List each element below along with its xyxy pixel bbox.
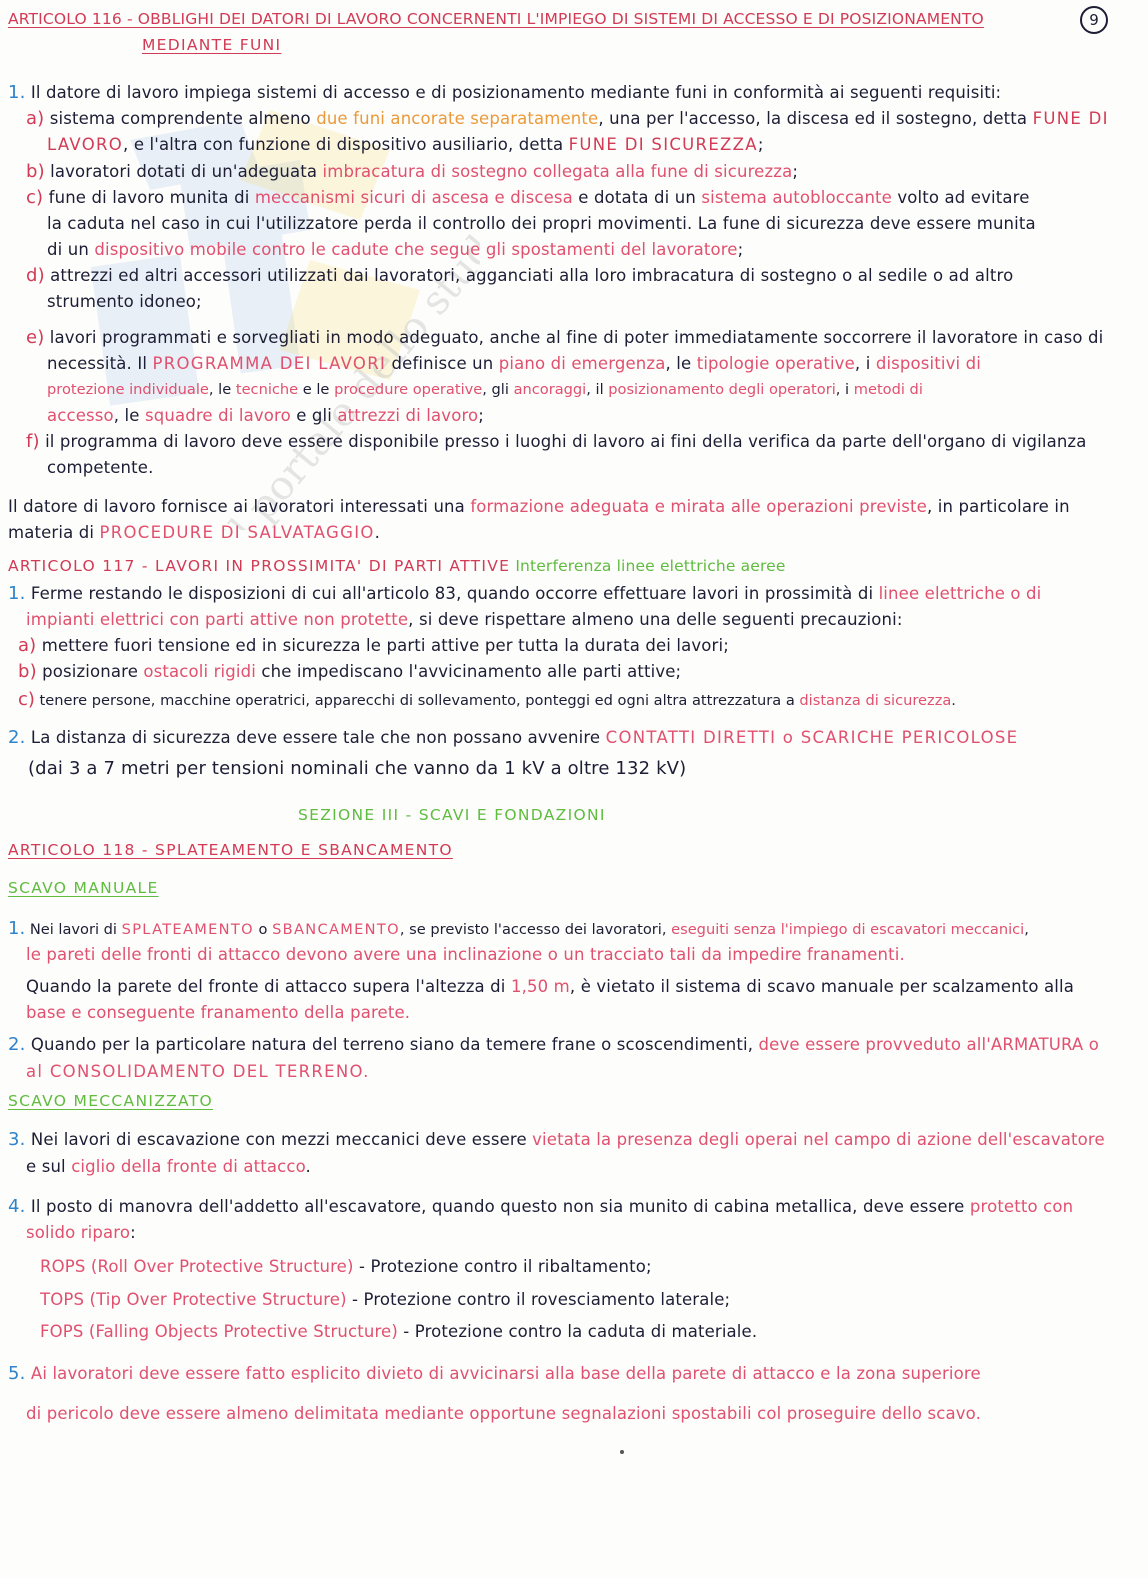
- page-number-circle: 9: [1080, 6, 1108, 34]
- tops-line: TOPS (Tip Over Protective Structure) - Protezione contro il rovesciamento laterale;: [40, 1290, 731, 1309]
- section-3-title: SEZIONE III - SCAVI E FONDAZIONI: [298, 806, 606, 824]
- art118-para-1-cont: le pareti delle fronti di attacco devono avere una inclinazione o un tracciato tali da impedire franamenti.: [26, 945, 905, 964]
- art117-para-2: 2. La distanza di sicurezza deve essere tale che non possano avvenire CONTATTI DIRETTI o SCARICHE PERICOLOSE: [8, 728, 1019, 748]
- art116-item-a-cont: LAVORO, e l'altra con funzione di dispositivo ausiliario, detta FUNE DI SICUREZZA;: [47, 135, 764, 154]
- art118-para-2: 2. Quando per la particolare natura del terreno siano da temere frane o scoscendimenti, deve essere provveduto all'ARMATURA o: [8, 1035, 1099, 1055]
- art118-para-3: 3. Nei lavori di escavazione con mezzi meccanici deve essere vietata la presenza degli operai nel campo di azione dell'escavatore: [8, 1130, 1105, 1150]
- art118-para-1: 1. Nei lavori di SPLATEAMENTO o SBANCAMENTO, se previsto l'accesso dei lavoratori, eseguiti senza l'impiego di escavatori meccanici,: [8, 919, 1029, 939]
- art116-item-c-cont-1: la caduta nel caso in cui l'utilizzatore perda il controllo dei propri movimenti. La fune di sicurezza deve essere munita: [47, 214, 1036, 233]
- art116-training-cont: materia di PROCEDURE DI SALVATAGGIO.: [8, 523, 381, 542]
- art116-item-b: b) lavoratori dotati di un'adeguata imbracatura di sostegno collegata alla fune di sicurezza;: [26, 162, 799, 182]
- art116-item-c: c) fune di lavoro munita di meccanismi sicuri di ascesa e discesa e dotata di un sistema autobloccante volto ad evitare: [26, 188, 1030, 208]
- article-118-title: ARTICOLO 118 - SPLATEAMENTO E SBANCAMENTO: [8, 841, 453, 859]
- art116-item-e-cont-2: protezione individuale, le tecniche e le procedure operative, gli ancoraggi, il posizionamento degli operatori, i metodi di: [47, 381, 923, 398]
- art116-item-f-cont: competente.: [47, 458, 154, 477]
- art118-para-4: 4. Il posto di manovra dell'addetto all'escavatore, quando questo non sia munito di cabina metallica, deve essere protetto con: [8, 1197, 1074, 1217]
- article-117-title: ARTICOLO 117 - LAVORI IN PROSSIMITA' DI PARTI ATTIVE Interferenza linee elettriche aeree: [8, 557, 786, 575]
- art117-para-2-cont: (dai 3 a 7 metri per tensioni nominali che vanno da 1 kV a oltre 132 kV): [28, 759, 687, 779]
- art118-para-1-note: Quando la parete del fronte di attacco supera l'altezza di 1,50 m, è vietato il sistema di scavo manuale per scalzamento alla: [26, 977, 1074, 996]
- art116-para-1: 1. Il datore di lavoro impiega sistemi di accesso e di posizionamento mediante funi in conformità ai seguenti requisiti:: [8, 83, 1002, 103]
- art118-para-4-cont: solido riparo:: [26, 1223, 136, 1242]
- art118-para-3-cont: e sul ciglio della fronte di attacco.: [26, 1157, 311, 1176]
- art116-training: Il datore di lavoro fornisce ai lavoratori interessati una formazione adeguata e mirata alle operazioni previste, in particolare in: [8, 497, 1070, 516]
- art116-item-a: a) sistema comprendente almeno due funi ancorate separatamente, una per l'accesso, la discesa ed il sostegno, detta FUNE DI: [26, 109, 1109, 129]
- art118-para-5-cont: di pericolo deve essere almeno delimitata mediante opportune segnalazioni spostabili col proseguire dello scavo.: [26, 1404, 981, 1423]
- article-116-title: ARTICOLO 116 - OBBLIGHI DEI DATORI DI LAVORO CONCERNENTI L'IMPIEGO DI SISTEMI DI ACCESSO E DI POSIZIONAMENTO: [8, 10, 984, 28]
- art117-item-c: c) tenere persone, macchine operatrici, apparecchi di sollevamento, ponteggi ed ogni altra attrezzatura a distanza di sicurezza.: [18, 690, 956, 710]
- art117-item-a: a) mettere fuori tensione ed in sicurezza le parti attive per tutta la durata dei lavori;: [18, 636, 729, 656]
- art117-para-1-cont: impianti elettrici con parti attive non protette, si deve rispettare almeno una delle seguenti precauzioni:: [26, 610, 903, 629]
- scavo-manuale-heading: SCAVO MANUALE: [8, 879, 159, 897]
- art116-item-d-cont: strumento idoneo;: [47, 292, 202, 311]
- art116-item-e-cont-3: accesso, le squadre di lavoro e gli attrezzi di lavoro;: [47, 406, 484, 425]
- ink-dot: [620, 1450, 624, 1454]
- art118-para-2-cont: al CONSOLIDAMENTO DEL TERRENO.: [26, 1062, 370, 1081]
- art117-item-b: b) posizionare ostacoli rigidi che impediscano l'avvicinamento alle parti attive;: [18, 662, 682, 682]
- art116-item-f: f) il programma di lavoro deve essere disponibile presso i luoghi di lavoro ai fini della verifica da parte dell'organo di vigilanza: [26, 432, 1087, 452]
- rops-line: ROPS (Roll Over Protective Structure) - Protezione contro il ribaltamento;: [40, 1257, 652, 1276]
- scavo-meccanizzato-heading: SCAVO MECCANIZZATO: [8, 1092, 214, 1110]
- fops-line: FOPS (Falling Objects Protective Structure) - Protezione contro la caduta di materiale.: [40, 1322, 758, 1341]
- art116-item-d: d) attrezzi ed altri accessori utilizzati dai lavoratori, agganciati alla loro imbracatura di sostegno o al sedile o ad altro: [26, 266, 1014, 286]
- art116-item-e-cont-1: necessità. Il PROGRAMMA DEI LAVORI definisce un piano di emergenza, le tipologie operative, i dispositivi di: [47, 354, 982, 373]
- art117-para-1: 1. Ferme restando le disposizioni di cui all'articolo 83, quando occorre effettuare lavori in prossimità di linee elettriche o di: [8, 584, 1042, 604]
- art118-para-5: 5. Ai lavoratori deve essere fatto esplicito divieto di avvicinarsi alla base della parete di attacco e la zona superiore: [8, 1364, 981, 1384]
- art118-para-1-note-cont: base e conseguente franamento della parete.: [26, 1003, 411, 1022]
- watermark-text: portale dello studente: [238, 158, 480, 530]
- art116-item-c-cont-2: di un dispositivo mobile contro le cadute che segue gli spostamenti del lavoratore;: [47, 240, 744, 259]
- art116-item-e: e) lavori programmati e sorvegliati in modo adeguato, anche al fine di poter immediatamente soccorrere il lavoratore in caso di: [26, 328, 1104, 348]
- article-116-title-cont: MEDIANTE FUNI: [142, 36, 282, 54]
